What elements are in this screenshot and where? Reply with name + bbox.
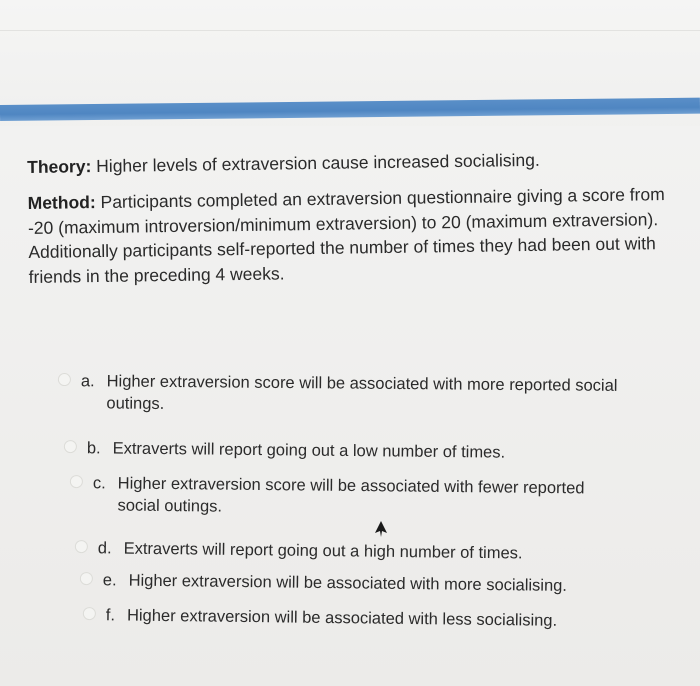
option-text: Extraverts will report going out a low number of times. — [112, 439, 506, 462]
option-letter: c. — [92, 474, 106, 493]
method-label: Method: — [27, 192, 96, 213]
mouse-pointer-icon — [374, 521, 388, 537]
option-letter: f. — [105, 606, 116, 625]
option-text: Extraverts will report going out a high number of times. — [123, 539, 523, 563]
method-text: Participants completed an extraversion questionnaire giving a score from -20 (maximum introversion/minimum extraversion) to 20 (maximum extraversion). Additionally participants self-reported the number of times they had been out with friends in the preceding 4 weeks. — [27, 184, 665, 287]
radio-button-f[interactable] — [83, 607, 96, 620]
option-letter: b. — [86, 439, 101, 458]
radio-button-d[interactable] — [75, 540, 88, 553]
option-letter: a. — [80, 372, 95, 391]
theory-label: Theory: — [27, 156, 92, 177]
theory-text: Higher levels of extraversion cause increased socialising. — [91, 149, 540, 177]
option-letter: d. — [97, 539, 112, 558]
option-a[interactable] — [58, 370, 618, 419]
radio-button-b[interactable] — [64, 440, 77, 453]
option-b[interactable] — [64, 437, 624, 465]
option-f[interactable] — [83, 604, 643, 633]
option-c[interactable] — [70, 472, 630, 522]
radio-button-c[interactable] — [70, 475, 83, 488]
option-e[interactable] — [80, 569, 640, 598]
option-d[interactable] — [75, 537, 635, 566]
option-text: Higher extraversion will be associated with less socialising. — [126, 606, 558, 630]
option-text: Higher extraversion will be associated with more socialising. — [128, 571, 568, 595]
option-letter: e. — [102, 571, 117, 590]
option-text: Higher extraversion score will be associated with fewer reported social outings. — [117, 474, 585, 516]
radio-button-a[interactable] — [58, 373, 71, 386]
radio-button-e[interactable] — [80, 572, 93, 585]
option-text: Higher extraversion score will be associated with more reported social outings. — [106, 372, 618, 413]
